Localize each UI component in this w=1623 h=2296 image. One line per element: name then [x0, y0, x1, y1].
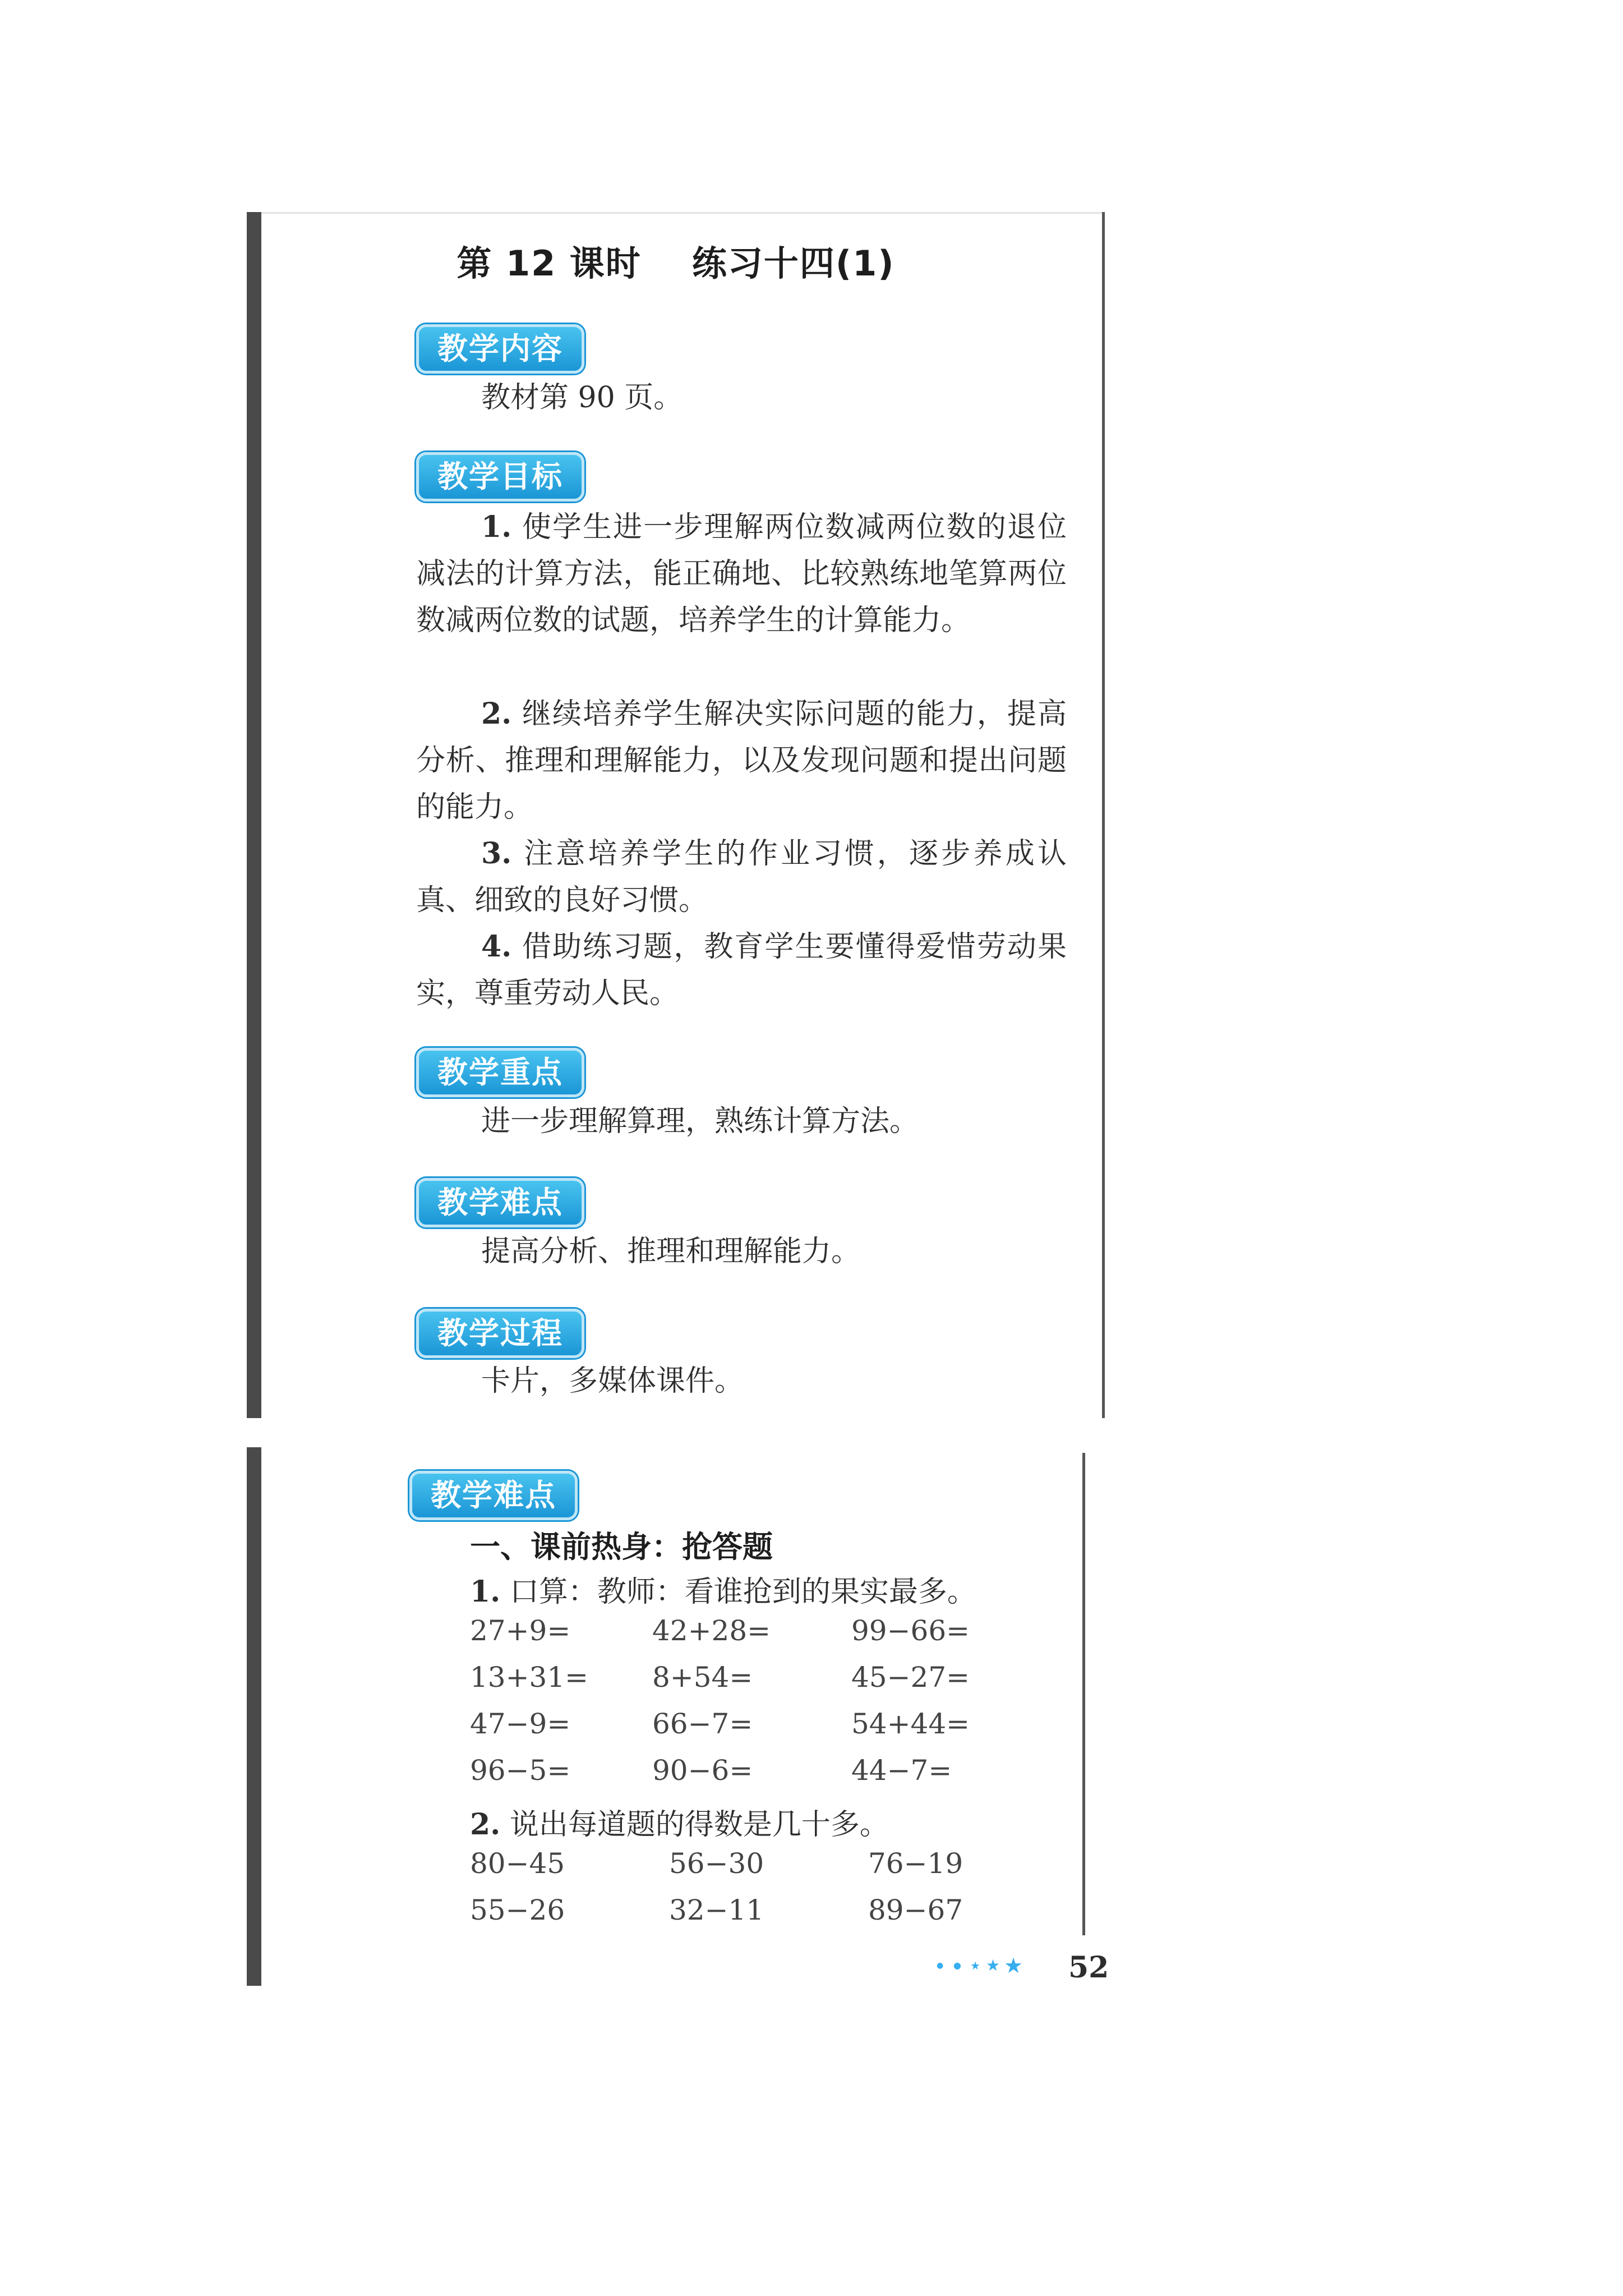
neighbor-page-fragment	[872, 1458, 906, 1481]
lesson-number: 第 12 课时	[457, 243, 642, 284]
q2-row-1: 80−45 56−30 76−19	[470, 1847, 963, 1880]
star-icon: ★	[986, 1956, 1000, 1975]
teaching-process-text: 卡片，多媒体课件。	[481, 1364, 744, 1398]
badge-teaching-process: 教学过程	[416, 1309, 584, 1358]
dot-icon: ●	[937, 1961, 944, 1970]
right-margin-rule	[1082, 1453, 1085, 1935]
page-number: 52	[1068, 1950, 1109, 1985]
right-margin-rule	[1102, 212, 1105, 1418]
lesson-page-top	[247, 212, 1105, 1418]
q1-row-3: 47−9= 66−7= 54+44=	[470, 1708, 970, 1740]
badge-difficulties-bottom: 教学难点	[409, 1471, 578, 1520]
q1-row-2: 13+31= 8+54= 45−27=	[470, 1661, 970, 1694]
difficulties-text: 提高分析、推理和理解能力。	[481, 1235, 861, 1268]
lesson-title	[247, 236, 1105, 286]
section-warmup-title: 一、课前热身：抢答题	[470, 1529, 773, 1565]
q2-row-2: 55−26 32−11 89−67	[470, 1894, 963, 1926]
goal-item-1: 1. 使学生进一步理解两位数减两位数的退位减法的计算方法，能正确地、比较熟练地笔算两位数减两位数的试题，培养学生的计算能力。	[416, 510, 1067, 637]
page-footer-stars	[937, 1950, 1049, 1981]
top-rule	[261, 212, 1103, 214]
lesson-page-bottom	[247, 1447, 1105, 1986]
teaching-content-text: 教材第 90 页。	[481, 381, 683, 415]
goal-item-2: 2. 继续培养学生解决实际问题的能力，提高分析、推理和理解能力，以及发现问题和提出问题的能力。	[416, 697, 1067, 824]
key-points-text: 进一步理解算理，熟练计算方法。	[481, 1105, 919, 1138]
badge-teaching-content: 教学内容	[416, 324, 584, 374]
goal-item-4: 4. 借助练习题，教育学生要懂得爱惜劳动果实，尊重劳动人民。	[416, 930, 1067, 1010]
question-2: 2. 说出每道题的得数是几十多。	[470, 1807, 889, 1842]
question-1: 1. 口算：教师：看谁抢到的果实最多。	[470, 1575, 976, 1609]
star-icon: ★	[970, 1959, 980, 1972]
left-margin-bar	[247, 1447, 261, 1986]
goal-item-3: 3. 注意培养学生的作业习惯，逐步养成认真、细致的良好习惯。	[416, 836, 1067, 917]
lesson-topic: 练习十四(1)	[691, 243, 895, 284]
q1-row-1: 27+9= 42+28= 99−66=	[470, 1614, 970, 1647]
badge-key-points: 教学重点	[416, 1048, 584, 1097]
badge-teaching-goals: 教学目标	[416, 452, 584, 501]
left-margin-bar	[247, 212, 261, 1418]
q1-row-4: 96−5= 90−6= 44−7=	[470, 1754, 952, 1787]
star-icon: ★	[1004, 1953, 1023, 1978]
dot-icon: ●	[953, 1960, 961, 1971]
badge-difficulties: 教学难点	[416, 1178, 584, 1227]
